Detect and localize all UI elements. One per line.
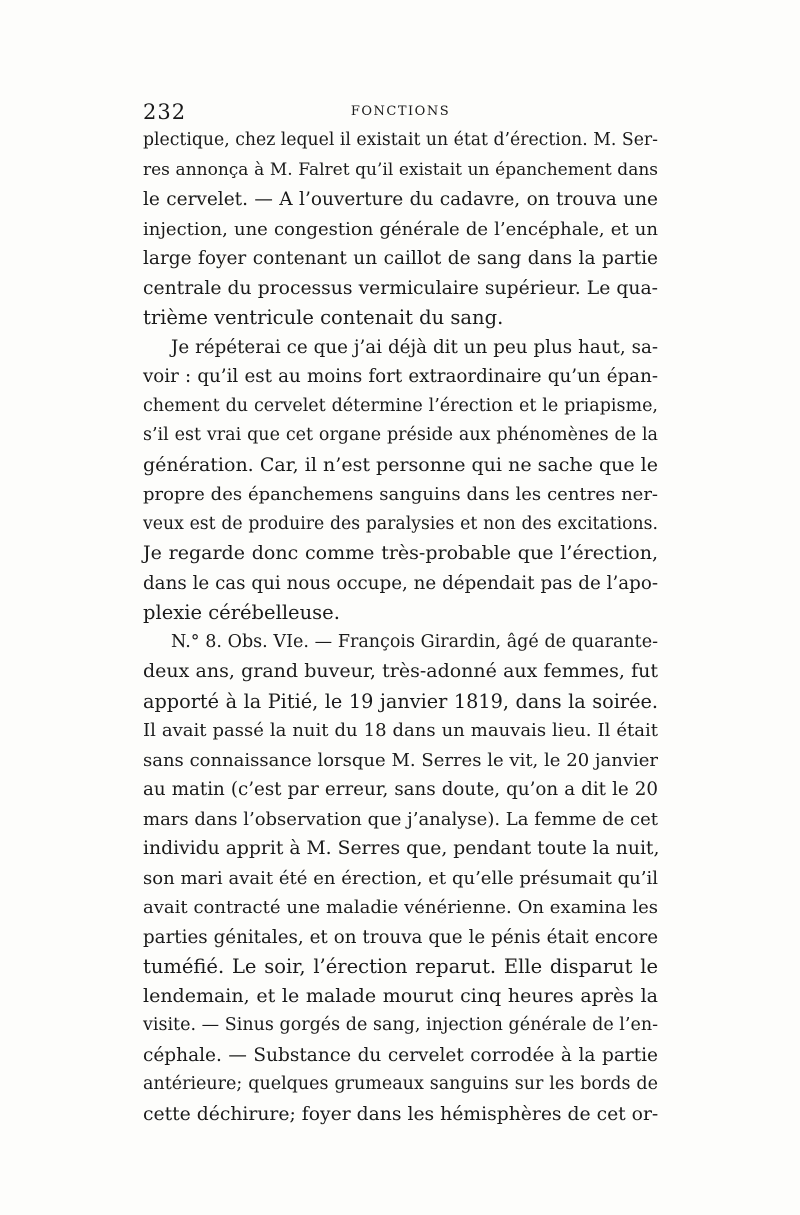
text-line: chement du cervelet détermine l’érection et le priapisme,: [143, 395, 658, 416]
text-line: son mari avait été en érection, et qu’elle présumait qu’il: [143, 867, 658, 889]
text-line: Je regarde donc comme très-probable que l’érection,: [143, 542, 658, 564]
text-line: sans connaissance lorsque M. Serres le vit, le 20 janvier: [143, 749, 658, 771]
text-line: le cervelet. — A l’ouverture du cadavre, on trouva une: [143, 189, 658, 210]
text-line: injection, une congestion générale de l’encéphale, et un: [143, 218, 658, 240]
text-line: génération. Car, il n’est personne qui ne sache que le: [143, 453, 658, 476]
text-line: deux ans, grand buveur, très-adonné aux femmes, fut: [143, 660, 658, 682]
text-line: visite. — Sinus gorgés de sang, injection générale de l’en-: [143, 1015, 658, 1035]
text-line: individu apprit à M. Serres que, pendant toute la nuit,: [143, 838, 660, 859]
text-line: Il avait passé la nuit du 18 dans un mauvais lieu. Il était: [143, 720, 658, 741]
text-line: res annonça à M. Falret qu’il existait un épanchement dans: [143, 159, 658, 180]
text-line: avait contracté une maladie vénérienne. On examina les: [143, 897, 658, 918]
text-line: veux est de produire des paralysies et non des excitations.: [143, 513, 658, 534]
text-line: mars dans l’observation que j’analyse). La femme de cet: [143, 808, 658, 830]
running-title: FONCTIONS: [350, 104, 451, 119]
text-line: lendemain, et le malade mourut cinq heures après la: [143, 984, 658, 1007]
page-number: 232: [143, 100, 187, 124]
text-line: cette déchirure; foyer dans les hémisphères de cet or-: [143, 1103, 659, 1125]
text-line: parties génitales, et on trouva que le pénis était encore: [143, 926, 658, 948]
text-line: Je répéterai ce que j’ai déjà dit un peu plus haut, sa-: [171, 336, 658, 358]
text-line: plectique, chez lequel il existait un état d’érection. M. Ser-: [143, 130, 658, 150]
text-line: large foyer contenant un caillot de sang dans la partie: [143, 248, 658, 269]
page-header: [143, 100, 658, 126]
text-line: centrale du processus vermiculaire supérieur. Le qua-: [143, 277, 658, 299]
text-line: trième ventricule contenait du sang.: [143, 306, 504, 329]
text-line: apporté à la Pitié, le 19 janvier 1819, dans la soirée.: [143, 689, 658, 713]
text-line: céphale. — Substance du cervelet corrodée à la partie: [143, 1044, 658, 1066]
text-line: N.° 8. Obs. VIe. — François Girardin, âgé de quarante-: [171, 631, 658, 652]
text-line: tuméfié. Le soir, l’érection reparut. Elle disparut le: [143, 955, 658, 978]
text-line: antérieure; quelques grumeaux sanguins sur les bords de: [143, 1074, 658, 1094]
text-line: au matin (c’est par erreur, sans doute, qu’on a dit le 20: [143, 779, 658, 800]
text-line: dans le cas qui nous occupe, ne dépendait pas de l’apo-: [143, 572, 658, 594]
text-line: plexie cérébelleuse.: [143, 601, 340, 624]
text-line: s’il est vrai que cet organe préside aux phénomènes de la: [143, 425, 658, 445]
body-text: [143, 126, 658, 1129]
text-line: propre des épanchemens sanguins dans les centres ner-: [143, 484, 658, 505]
text-line: voir : qu’il est au moins fort extraordinaire qu’un épan-: [143, 366, 658, 387]
